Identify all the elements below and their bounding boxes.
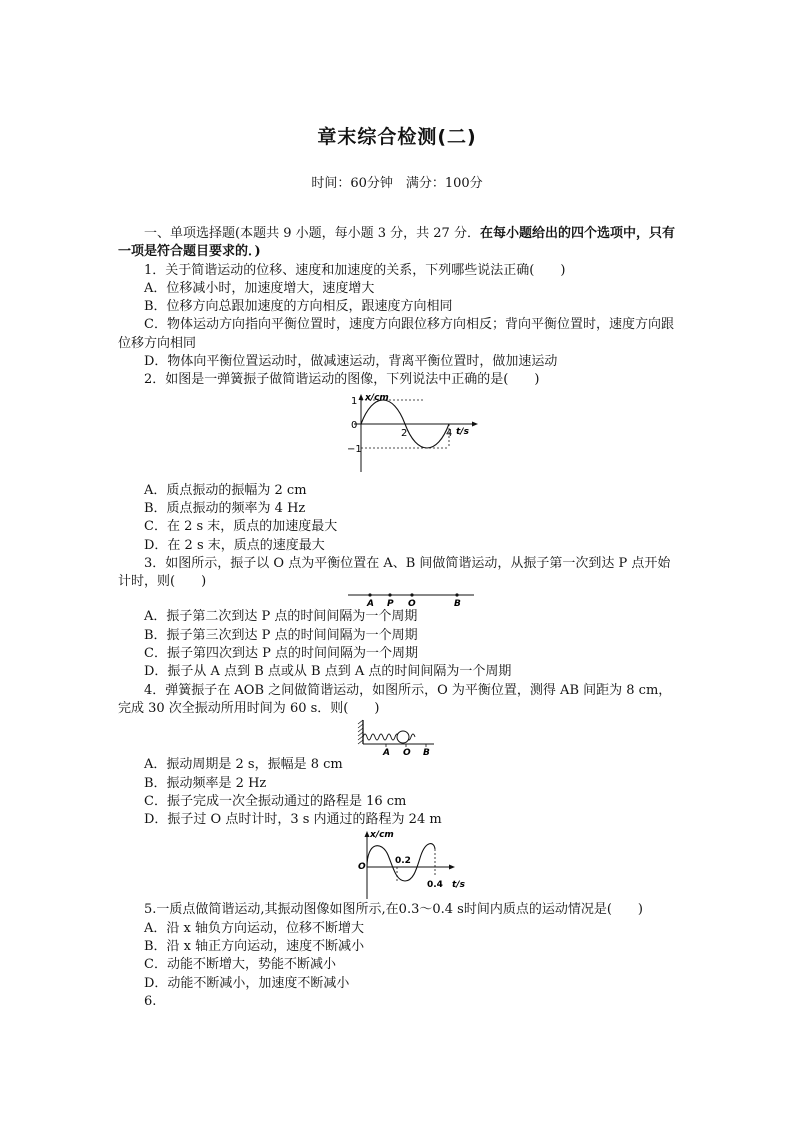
q1-option-d: D．物体向平衡位置运动时，做减速运动，背离平衡位置时，做加速运动	[144, 354, 558, 370]
q5-option-c: C．动能不断增大，势能不断减小	[144, 957, 336, 973]
q2-option-a: A．质点振动的振幅为 2 cm	[144, 482, 307, 498]
exam-content	[118, 225, 678, 1011]
q2-tick-0: 0	[351, 419, 358, 431]
q2-y-axis-label: x/cm	[365, 392, 389, 403]
q2-graph-svg	[118, 390, 678, 482]
q4-option-b: B．振动频率是 2 Hz	[144, 775, 267, 791]
q5-x-axis-label: t/s	[452, 880, 465, 891]
q3-figure-svg	[118, 591, 678, 608]
question-2-stem: 2．如图是一弹簧振子做简谐运动的图像，下列说法中正确的是( )	[144, 372, 540, 388]
q1-option-a: A．位移减小时，加速度增大，速度增大	[144, 280, 375, 296]
q4-label-a: A	[383, 748, 390, 757]
q2-tick-2: 2	[401, 427, 408, 439]
q1-option-b: B．位移方向总跟加速度的方向相反，跟速度方向相同	[144, 299, 453, 315]
section-heading-part1: 一、单项选择题(本题共 9 小题，每小题 3 分，共 27 分．	[144, 226, 480, 241]
q5-option-b: B．沿 x 轴正方向运动，速度不断减小	[144, 939, 365, 955]
q3-option-c: C．振子第四次到达 P 点的时间间隔为一个周期	[144, 646, 418, 662]
q2-x-axis-label: t/s	[456, 426, 469, 437]
q2-option-c: C．在 2 s 末，质点的加速度最大	[144, 519, 338, 535]
q4-option-d: D．振子过 O 点时计时，3 s 内通过的路程为 24 m	[144, 812, 442, 828]
q4-label-b: B	[423, 748, 430, 757]
q5-option-d: D．动能不断减小，加速度不断减小	[144, 975, 350, 991]
q3-option-b: B．振子第三次到达 P 点的时间间隔为一个周期	[144, 627, 418, 643]
q4-figure-svg	[118, 718, 678, 756]
q3-option-d: D．振子从 A 点到 B 点或从 B 点到 A 点的时间间隔为一个周期	[144, 664, 512, 680]
q3-option-a: A．振子第二次到达 P 点的时间间隔为一个周期	[144, 609, 418, 625]
q5-graph-svg	[118, 829, 678, 901]
q4-label-o: O	[403, 748, 411, 757]
q5-option-a: A．沿 x 轴负方向运动，位移不断增大	[144, 920, 364, 936]
q1-option-c: C．物体运动方向指向平衡位置时，速度方向跟位移方向相反；背向平衡位置时，速度方向跟位移方向相同	[118, 317, 674, 351]
q5-tick-0.4: 0.4	[427, 880, 443, 891]
q4-option-c: C．振子完成一次全振动通过的路程是 16 cm	[144, 793, 407, 809]
q2-option-d: D．在 2 s 末，质点的速度最大	[144, 537, 325, 553]
q3-figure	[118, 591, 678, 608]
q2-tick-1: 1	[351, 395, 358, 407]
q2-option-b: B．质点振动的频率为 4 Hz	[144, 500, 306, 516]
question-1-stem: 1．关于简谐运动的位移、速度和加速度的关系，下列哪些说法正确( )	[144, 262, 566, 278]
q2-tick-minus1: −1	[347, 443, 362, 455]
q4-figure	[118, 718, 678, 756]
section-heading-part2: 在每小题给出的四个选项中，只有一项是符合题目要求的．)	[118, 226, 675, 260]
q5-origin-label: O	[358, 862, 366, 873]
question-5-stem: 5.一质点做简谐运动,其振动图像如图所示,在0.3～0.4 s时间内质点的运动情况是( )	[144, 902, 643, 918]
q4-option-a: A．振动周期是 2 s，振幅是 8 cm	[144, 757, 343, 773]
q2-graph	[118, 390, 678, 482]
q5-tick-0.2: 0.2	[395, 856, 411, 867]
section-heading	[118, 225, 678, 262]
question-6-number: 6.	[144, 993, 157, 1009]
page-title: 章末综合检测(二)	[317, 126, 477, 148]
q3-label-a: A	[367, 599, 374, 609]
q5-y-axis-label: x/cm	[370, 830, 394, 841]
time-info: 时间：60分钟 满分：100分	[311, 176, 483, 191]
q2-tick-4: 4	[446, 427, 453, 439]
question-3-stem: 3．如图所示，振子以 O 点为平衡位置在 A、B 间做简谐运动，从振子第一次到达 P 点开始计时，则( )	[118, 555, 671, 590]
q3-label-o: O	[408, 599, 416, 609]
q5-graph	[118, 829, 678, 901]
q3-label-p: P	[387, 599, 394, 609]
q3-label-b: B	[454, 599, 461, 609]
question-4-stem: 4．弹簧振子在 AOB 之间做简谐运动，如图所示，O 为平衡位置，测得 AB 间距为 8 cm，完成 30 次全振动所用时间为 60 s．则( )	[118, 682, 672, 716]
